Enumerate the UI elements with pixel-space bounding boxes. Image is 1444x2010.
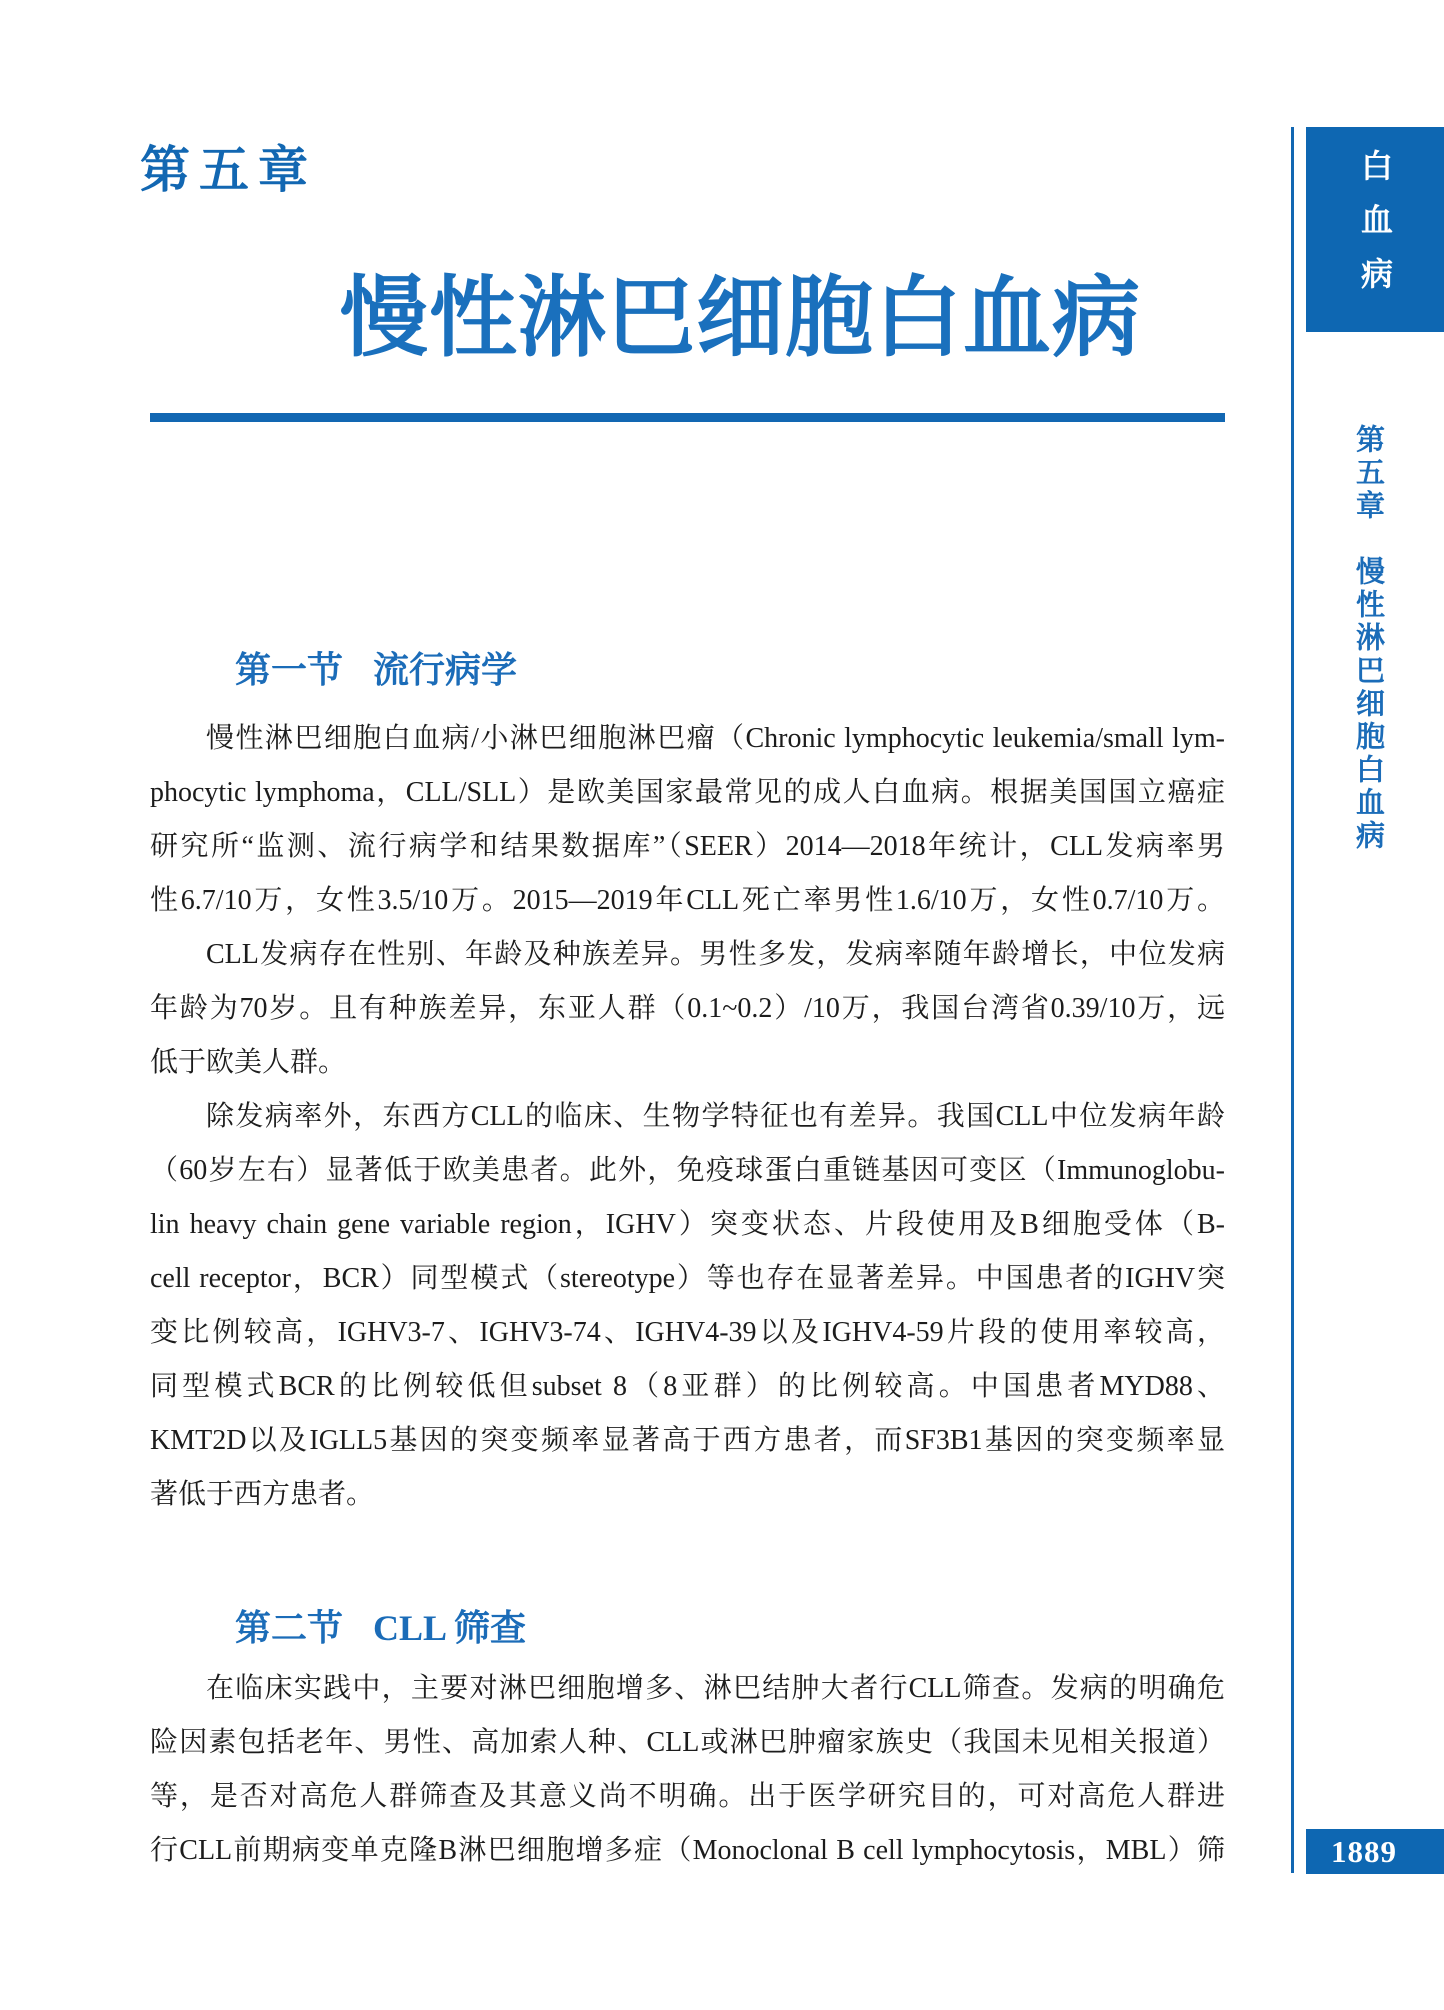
page-number-badge: [1306, 1829, 1444, 1874]
sidebar-vertical-rule: [1291, 127, 1294, 1873]
text-line: 同型模式BCR的比例较低但subset 8（8亚群）的比例较高。中国患者MYD88、: [150, 1371, 1225, 1402]
text-line: CLL发病存在性别、年龄及种族差异。男性多发，发病率随年龄增长，中位发病: [206, 939, 1225, 970]
section-2-number: 第二节: [235, 1608, 344, 1648]
text-line: 除发病率外，东西方CLL的临床、生物学特征也有差异。我国CLL中位发病年龄: [206, 1101, 1225, 1132]
text-line: 慢性淋巴细胞白血病/小淋巴细胞淋巴瘤（Chronic lymphocytic leukemia/small lym-: [206, 723, 1225, 754]
text-line: KMT2D以及IGLL5基因的突变频率显著高于西方患者，而SF3B1基因的突变频率显: [150, 1425, 1225, 1456]
text-line: 等，是否对高危人群筛查及其意义尚不明确。出于医学研究目的，可对高危人群进: [150, 1781, 1225, 1812]
text-line: 行CLL前期病变单克隆B淋巴细胞增多症（Monoclonal B cell lymphocytosis，MBL）筛: [150, 1835, 1225, 1866]
section-2-heading: [235, 1600, 526, 1651]
chapter-title: 慢性淋巴细胞白血病: [340, 268, 1142, 367]
text-line: cell receptor，BCR）同型模式（stereotype）等也存在显著差异。中国患者的IGHV突: [150, 1263, 1225, 1294]
text-line: 险因素包括老年、男性、高加索人种、CLL或淋巴肿瘤家族史（我国未见相关报道）: [150, 1727, 1225, 1758]
text-line: 低于欧美人群。: [150, 1047, 347, 1078]
sidebar-tab-label: 白血病: [1357, 148, 1393, 311]
paragraph: [150, 1090, 1225, 1522]
text-line: phocytic lymphoma，CLL/SLL）是欧美国家最常见的成人白血病。根据美国国立癌症: [150, 777, 1225, 808]
paragraph: [150, 928, 1225, 1090]
chapter-number-label: 第五章: [140, 142, 317, 198]
paragraph: [150, 712, 1225, 928]
text-line: 年龄为70岁。且有种族差异，东亚人群（0.1~0.2）/10万，我国台湾省0.39/10万，远: [150, 993, 1225, 1024]
page-number: 1889: [1331, 1833, 1397, 1869]
section-2-body: [150, 1662, 1225, 1878]
text-line: lin heavy chain gene variable region，IGHV）突变状态、片段使用及B细胞受体（B-: [150, 1209, 1225, 1240]
text-line: 性6.7/10万，女性3.5/10万。2015—2019年CLL死亡率男性1.6/10万，女性0.7/10万。: [150, 885, 1225, 916]
sidebar-category-tab: [1306, 127, 1444, 332]
text-line: 著低于西方患者。: [150, 1479, 375, 1510]
sidebar-chapter-reference: 第五章 慢性淋巴细胞白血病: [1352, 424, 1384, 853]
section-1-title: 流行病学: [373, 650, 518, 690]
text-line: 在临床实践中，主要对淋巴细胞增多、淋巴结肿大者行CLL筛查。发病的明确危: [206, 1673, 1225, 1704]
text-line: （60岁左右）显著低于欧美患者。此外，免疫球蛋白重链基因可变区（Immunoglobu-: [150, 1155, 1225, 1186]
section-1-number: 第一节: [235, 650, 344, 690]
title-divider-rule: [150, 413, 1225, 422]
text-line: 变比例较高，IGHV3-7、IGHV3-74、IGHV4-39以及IGHV4-59片段的使用率较高，: [150, 1317, 1225, 1348]
section-2-title: CLL 筛查: [373, 1608, 527, 1648]
paragraph: [150, 1662, 1225, 1878]
section-1-heading: [235, 642, 517, 693]
text-line: 研究所“监测、流行病学和结果数据库”（SEER）2014—2018年统计，CLL发病率男: [150, 831, 1225, 862]
section-1-body: [150, 712, 1225, 1522]
